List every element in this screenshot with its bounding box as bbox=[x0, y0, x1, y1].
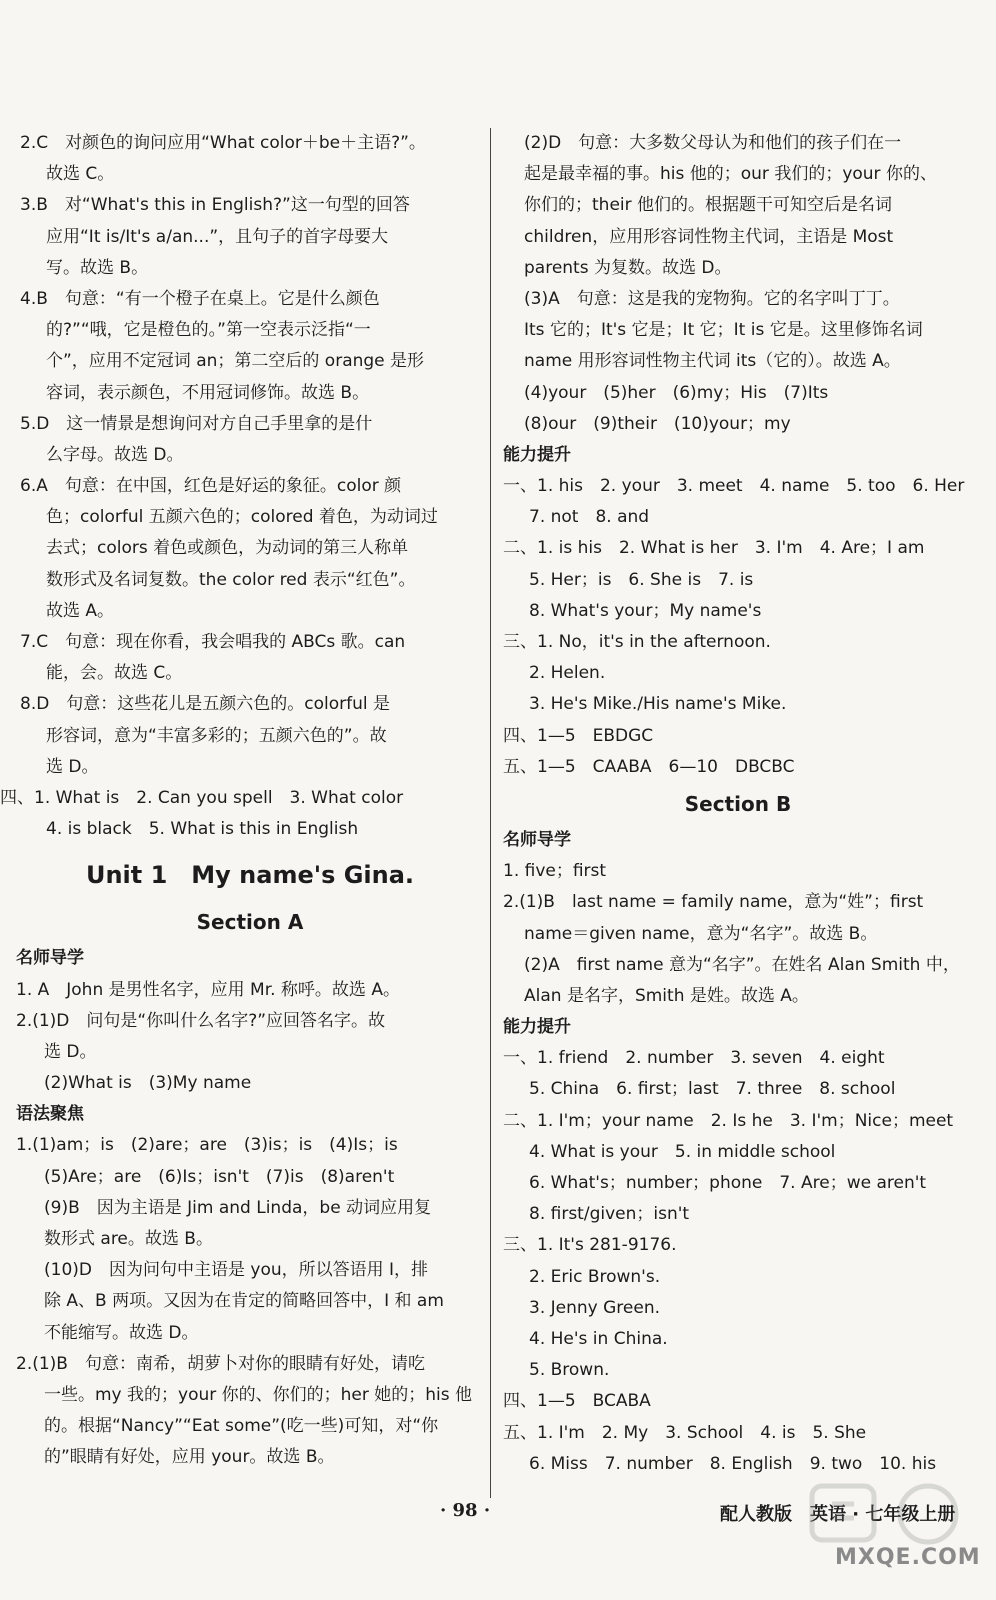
text-line: 2.(1)B last name = family name，意为“姓”；first bbox=[503, 892, 924, 913]
text-line: 写。故选 B。 bbox=[46, 257, 149, 278]
text-line: 么字母。故选 D。 bbox=[46, 444, 184, 465]
text-line: 形容词，意为“丰富多彩的；五颜六色的”。故 bbox=[46, 725, 387, 746]
text-line: 一些。my 我的；your 你的、你们的；her 她的；his 他 bbox=[44, 1384, 473, 1405]
text-line: (3)A 句意：这是我的宠物狗。它的名字叫丁丁。 bbox=[524, 288, 900, 309]
text-line: 4. What is your 5. in middle school bbox=[529, 1141, 836, 1162]
text-line: (9)B 因为主语是 Jim and Linda，be 动词应用复 bbox=[44, 1197, 432, 1218]
text-line: 7.C 句意：现在你看，我会唱我的 ABCs 歌。can bbox=[20, 632, 406, 652]
text-line: 一、1. friend 2. number 3. seven 4. eight bbox=[503, 1048, 885, 1069]
text-line: 选 D。 bbox=[44, 1041, 97, 1062]
text-line: 2.C 对颜色的询问应用“What color＋be＋主语?”。 bbox=[20, 133, 426, 153]
right-column bbox=[503, 128, 973, 1480]
text-line: 3. He's Mike./His name's Mike. bbox=[529, 694, 787, 715]
text-line: 三、1. No，it's in the afternoon. bbox=[503, 632, 771, 652]
text-line: 能，会。故选 C。 bbox=[46, 663, 183, 684]
text-line: 选 D。 bbox=[46, 756, 99, 777]
text-line: 个”，应用不定冠词 an；第二空后的 orange 是形 bbox=[46, 351, 425, 372]
answer-4-5 bbox=[20, 409, 480, 471]
text-line: 四、1. What is 2. Can you spell 3. What color bbox=[0, 787, 404, 808]
text-line: (2)D 句意：大多数父母认为和他们的孩子们在一 bbox=[524, 133, 902, 153]
section-title-b: Section B bbox=[684, 791, 792, 816]
text-line: name 用形容词性物主代词 its（它的）。故选 A。 bbox=[524, 351, 901, 372]
column-divider bbox=[490, 128, 491, 1498]
text-line: name＝given name，意为“名字”。故选 B。 bbox=[524, 923, 878, 944]
text-line: children，应用形容词性物主代词，主语是 Most bbox=[524, 226, 894, 247]
yufa-answers-1 bbox=[16, 1130, 480, 1348]
text-line: 四、1—5 EBDGC bbox=[503, 725, 654, 746]
answer-4-2 bbox=[20, 128, 480, 190]
answer-part-four bbox=[0, 783, 480, 845]
text-line: 5. China 6. first；last 7. three 8. school bbox=[529, 1079, 896, 1100]
text-line: 8. What's your；My name's bbox=[529, 600, 762, 621]
watermark-logo bbox=[808, 1480, 984, 1590]
heading-nengli-a: 能力提升 bbox=[503, 444, 571, 465]
text-line: 4. is black 5. What is this in English bbox=[46, 819, 359, 840]
nengli-answers-a bbox=[503, 471, 973, 783]
text-line: 4.B 句意：“有一个橙子在桌上。它是什么颜色 bbox=[20, 288, 380, 309]
text-line: (4)your (5)her (6)my；His (7)Its bbox=[524, 382, 829, 403]
text-line: 起是最幸福的事。his 他的；our 我们的；your 你的、 bbox=[524, 164, 937, 185]
yufa-answers-2 bbox=[16, 1349, 480, 1474]
text-line: (10)D 因为问句中主语是 you，所以答语用 I，排 bbox=[44, 1260, 429, 1281]
mingshi-answers bbox=[16, 975, 480, 1100]
text-line: parents 为复数。故选 D。 bbox=[524, 257, 732, 278]
text-line: 二、1. I'm；your name 2. Is he 3. I'm；Nice；meet bbox=[503, 1110, 954, 1131]
mingshi-answers-b bbox=[503, 856, 973, 1012]
text-line: 3.B 对“What's this in English?”这一句型的回答 bbox=[20, 195, 410, 216]
answer-4-6 bbox=[20, 471, 480, 627]
text-line: (2)A first name 意为“名字”。在姓名 Alan Smith 中， bbox=[524, 954, 960, 975]
text-line: (5)Are；are (6)Is；isn't (7)is (8)aren't bbox=[44, 1166, 395, 1187]
watermark-text: MXQE.COM bbox=[835, 1545, 981, 1570]
text-line: 应用“It is/It's a/an...”，且句子的首字母要大 bbox=[46, 226, 389, 247]
text-line: 色；colorful 五颜六色的；colored 着色，为动词过 bbox=[46, 507, 438, 528]
text-line: 1.(1)am；is (2)are；are (3)is；is (4)Is；is bbox=[16, 1135, 398, 1156]
text-line: (8)our (9)their (10)your；my bbox=[524, 413, 791, 434]
text-line: 3. Jenny Green. bbox=[529, 1297, 660, 1318]
text-line: 4. He's in China. bbox=[529, 1328, 668, 1349]
text-line: 故选 A。 bbox=[46, 600, 115, 621]
text-line: 2.(1)D 问句是“你叫什么名字?”应回答名字。故 bbox=[16, 1010, 386, 1031]
heading-mingshi-b: 名师导学 bbox=[503, 829, 571, 850]
text-line: 三、1. It's 281-9176. bbox=[503, 1235, 677, 1256]
text-line: 数形式及名词复数。the color red 表示“红色”。 bbox=[46, 569, 416, 590]
text-line: 6. Miss 7. number 8. English 9. two 10. his bbox=[529, 1453, 937, 1474]
text-line: 四、1—5 BCABA bbox=[503, 1391, 651, 1412]
left-column bbox=[0, 128, 480, 1474]
text-line: 1. A John 是男性名字，应用 Mr. 称呼。故选 A。 bbox=[16, 979, 400, 1000]
text-line: 5. Brown. bbox=[529, 1360, 610, 1381]
text-line: 容词，表示颜色，不用冠词修饰。故选 B。 bbox=[46, 382, 370, 403]
text-line: 6.A 句意：在中国，红色是好运的象征。color 颜 bbox=[20, 476, 402, 497]
text-line: 五、1—5 CAABA 6—10 DBCBC bbox=[503, 756, 795, 777]
heading-mingshi: 名师导学 bbox=[16, 948, 84, 969]
answer-r3 bbox=[503, 284, 973, 440]
text-line: 6. What's；number；phone 7. Are；we aren't bbox=[529, 1173, 927, 1193]
text-line: 的。根据“Nancy”“Eat some”(吃一些)可知，对“你 bbox=[44, 1416, 439, 1437]
answer-4-8 bbox=[20, 689, 480, 783]
text-line: Its 它的；It's 它是；It 它；It is 它是。这里修饰名词 bbox=[524, 320, 923, 341]
text-line: 除 A、B 两项。又因为在肯定的简略回答中，I 和 am bbox=[44, 1291, 444, 1312]
text-line: 五、1. I'm 2. My 3. School 4. is 5. She bbox=[503, 1422, 867, 1443]
answer-4-7 bbox=[20, 627, 480, 689]
text-line: 一、1. his 2. your 3. meet 4. name 5. too 6. Her bbox=[503, 476, 965, 497]
text-line: 2. Eric Brown's. bbox=[529, 1266, 661, 1287]
heading-yufa: 语法聚焦 bbox=[16, 1104, 84, 1125]
page-number: · 98 · bbox=[440, 1500, 491, 1521]
text-line: 8.D 句意：这些花儿是五颜六色的。colorful 是 bbox=[20, 694, 391, 715]
book-info: 配人教版 英语 · 七年级上册 bbox=[720, 1504, 956, 1525]
text-line: 二、1. is his 2. What is her 3. I'm 4. Are；I am bbox=[503, 538, 925, 559]
section-title-a: Section A bbox=[196, 910, 304, 935]
text-line: 不能缩写。故选 D。 bbox=[44, 1322, 199, 1343]
answer-r2 bbox=[503, 128, 973, 284]
nengli-answers-b bbox=[503, 1043, 973, 1480]
answer-4-3 bbox=[20, 190, 480, 284]
unit-title: Unit 1 My name's Gina. bbox=[85, 861, 415, 890]
text-line: Alan 是名字，Smith 是姓。故选 A。 bbox=[524, 985, 809, 1006]
text-line: 5. Her；is 6. She is 7. is bbox=[529, 569, 754, 590]
text-line: 2. Helen. bbox=[529, 663, 606, 684]
text-line: 的”眼睛有好处，应用 your。故选 B。 bbox=[44, 1447, 335, 1468]
text-line: 的?”“哦，它是橙色的。”第一空表示泛指“一 bbox=[46, 320, 371, 341]
text-line: 7. not 8. and bbox=[529, 507, 650, 528]
heading-nengli-b: 能力提升 bbox=[503, 1017, 571, 1038]
text-line: 故选 C。 bbox=[46, 164, 115, 185]
text-line: 1. five；first bbox=[503, 861, 607, 882]
text-line: (2)What is (3)My name bbox=[44, 1073, 252, 1094]
text-line: 5.D 这一情景是想询问对方自己手里拿的是什 bbox=[20, 413, 373, 434]
answer-4-4 bbox=[20, 284, 480, 409]
text-line: 2.(1)B 句意：南希，胡萝卜对你的眼睛有好处，请吃 bbox=[16, 1353, 425, 1374]
text-line: 去式；colors 着色或颜色，为动词的第三人称单 bbox=[46, 538, 409, 559]
text-line: 数形式 are。故选 B。 bbox=[44, 1229, 213, 1249]
text-line: 你们的；their 他们的。根据题干可知空后是名词 bbox=[524, 195, 893, 216]
text-line: 8. first/given；isn't bbox=[529, 1204, 690, 1225]
